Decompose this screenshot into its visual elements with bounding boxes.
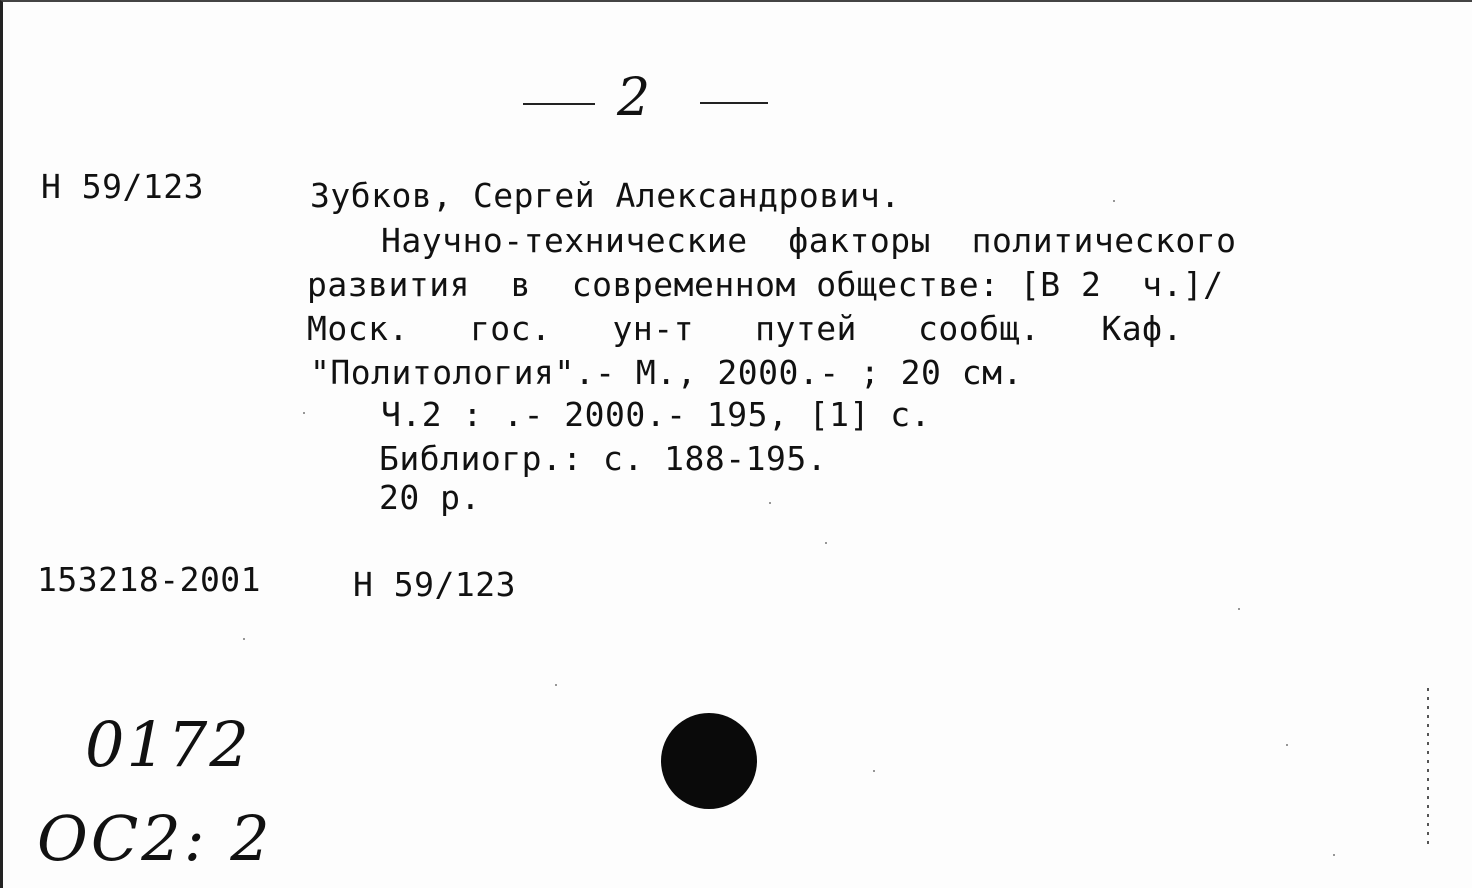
speck: [1333, 854, 1335, 856]
title-line-4: "Политология".- М., 2000.- ; 20 см.: [310, 353, 1023, 392]
speck: [873, 770, 875, 772]
author-heading: Зубков, Сергей Александрович.: [310, 176, 901, 215]
speck: [555, 684, 557, 686]
scan-edge-marks: [1427, 688, 1429, 848]
title-line-1: Научно-технические факторы политического: [381, 221, 1237, 260]
title-line-2: развития в современном обществе: [В 2 ч.]/: [307, 265, 1224, 304]
handwritten-number: 0172: [85, 708, 251, 781]
speck: [1238, 608, 1240, 610]
punch-hole: [661, 713, 757, 809]
speck: [303, 412, 305, 414]
bibliography-note: Библиогр.: с. 188-195.: [379, 439, 828, 478]
price: 20 р.: [379, 478, 481, 517]
speck: [1286, 744, 1288, 746]
header-dash-right: [700, 102, 768, 104]
footer-shelf-mark: Н 59/123: [353, 565, 516, 604]
speck: [1113, 200, 1115, 202]
accession-number: 153218-2001: [37, 560, 262, 599]
part-statement: Ч.2 : .- 2000.- 195, [1] с.: [381, 395, 931, 434]
shelf-mark: Н 59/123: [41, 167, 204, 206]
header-dash-left: [523, 103, 595, 105]
speck: [769, 502, 771, 504]
title-line-3: Моск. гос. ун-т путей сообщ. Каф.: [307, 309, 1183, 348]
speck: [825, 542, 827, 544]
speck: [243, 638, 245, 640]
page-number: 2: [617, 68, 651, 128]
handwritten-classification: ОС2: 2: [37, 802, 273, 875]
